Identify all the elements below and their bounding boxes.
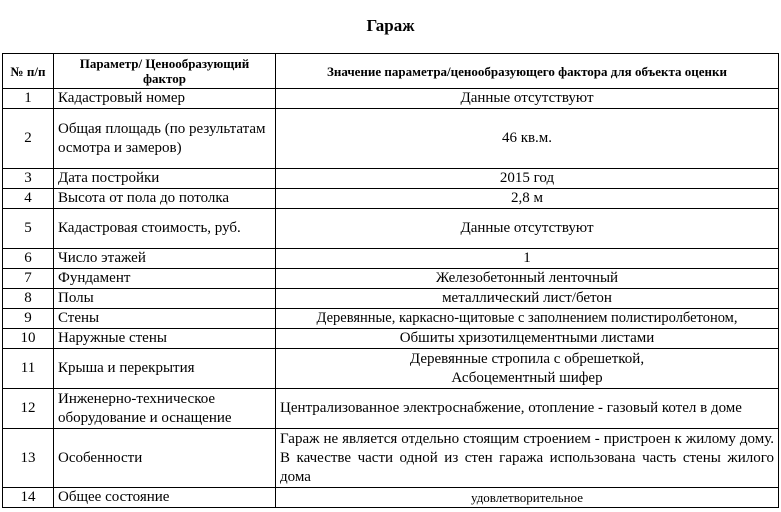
row-value: Централизованное электроснабжение, отопление - газовый котел в доме	[276, 389, 779, 429]
row-param: Дата постройки	[54, 169, 276, 189]
row-param: Крыша и перекрытия	[54, 349, 276, 389]
row-value: удовлетворительное	[276, 488, 779, 508]
row-num: 11	[3, 349, 54, 389]
row-param: Число этажей	[54, 249, 276, 269]
row-value: Железобетонный ленточный	[276, 269, 779, 289]
row-value: 1	[276, 249, 779, 269]
row-num: 8	[3, 289, 54, 309]
table-header-row	[3, 54, 779, 89]
row-value: Данные отсутствуют	[276, 89, 779, 109]
row-param: Кадастровый номер	[54, 89, 276, 109]
row-param: Общее состояние	[54, 488, 276, 508]
row-param: Наружные стены	[54, 329, 276, 349]
header-value: Значение параметра/ценообразующего фактора для объекта оценки	[276, 54, 779, 89]
table-row	[3, 89, 779, 109]
row-num: 6	[3, 249, 54, 269]
row-num: 9	[3, 309, 54, 329]
table-row	[3, 209, 779, 249]
row-num: 12	[3, 389, 54, 429]
row-value	[276, 349, 779, 389]
row-value-line: Деревянные стропила с обрешеткой,	[409, 350, 645, 367]
table-row	[3, 309, 779, 329]
row-num: 3	[3, 169, 54, 189]
row-param: Особенности	[54, 429, 276, 488]
row-value: Гараж не является отдельно стоящим строением - пристроен к жилому дому. В качестве части одной из стен гаража использована часть стены жилого дома	[276, 429, 779, 488]
row-value: Деревянные, каркасно-щитовые с заполнением полистиролбетоном,	[276, 309, 779, 329]
table-row	[3, 249, 779, 269]
row-param: Полы	[54, 289, 276, 309]
table-row	[3, 429, 779, 488]
header-num: № п/п	[3, 54, 54, 89]
table-row	[3, 109, 779, 169]
row-num: 7	[3, 269, 54, 289]
row-param: Инженерно-техническое оборудование и оснащение	[54, 389, 276, 429]
row-value: 2015 год	[276, 169, 779, 189]
parameters-table	[2, 53, 779, 508]
table-row	[3, 488, 779, 508]
table-row	[3, 189, 779, 209]
row-param: Высота от пола до потолка	[54, 189, 276, 209]
table-row	[3, 269, 779, 289]
row-num: 13	[3, 429, 54, 488]
row-num: 5	[3, 209, 54, 249]
row-param: Кадастровая стоимость, руб.	[54, 209, 276, 249]
row-value-line: Асбоцементный шифер	[451, 369, 603, 386]
row-value: 2,8 м	[276, 189, 779, 209]
row-param: Общая площадь (по результатам осмотра и замеров)	[54, 109, 276, 169]
table-row	[3, 289, 779, 309]
row-num: 4	[3, 189, 54, 209]
row-value: металлический лист/бетон	[276, 289, 779, 309]
table-row	[3, 329, 779, 349]
row-value: 46 кв.м.	[276, 109, 779, 169]
table-row	[3, 169, 779, 189]
row-param: Фундамент	[54, 269, 276, 289]
row-num: 1	[3, 89, 54, 109]
table-row	[3, 389, 779, 429]
row-num: 10	[3, 329, 54, 349]
row-value: Данные отсутствуют	[276, 209, 779, 249]
header-param: Параметр/ Ценообразующий фактор	[54, 54, 276, 89]
row-param: Стены	[54, 309, 276, 329]
page-title: Гараж	[366, 16, 415, 35]
row-value: Обшиты хризотилцементными листами	[276, 329, 779, 349]
table-row	[3, 349, 779, 389]
row-num: 2	[3, 109, 54, 169]
row-num: 14	[3, 488, 54, 508]
